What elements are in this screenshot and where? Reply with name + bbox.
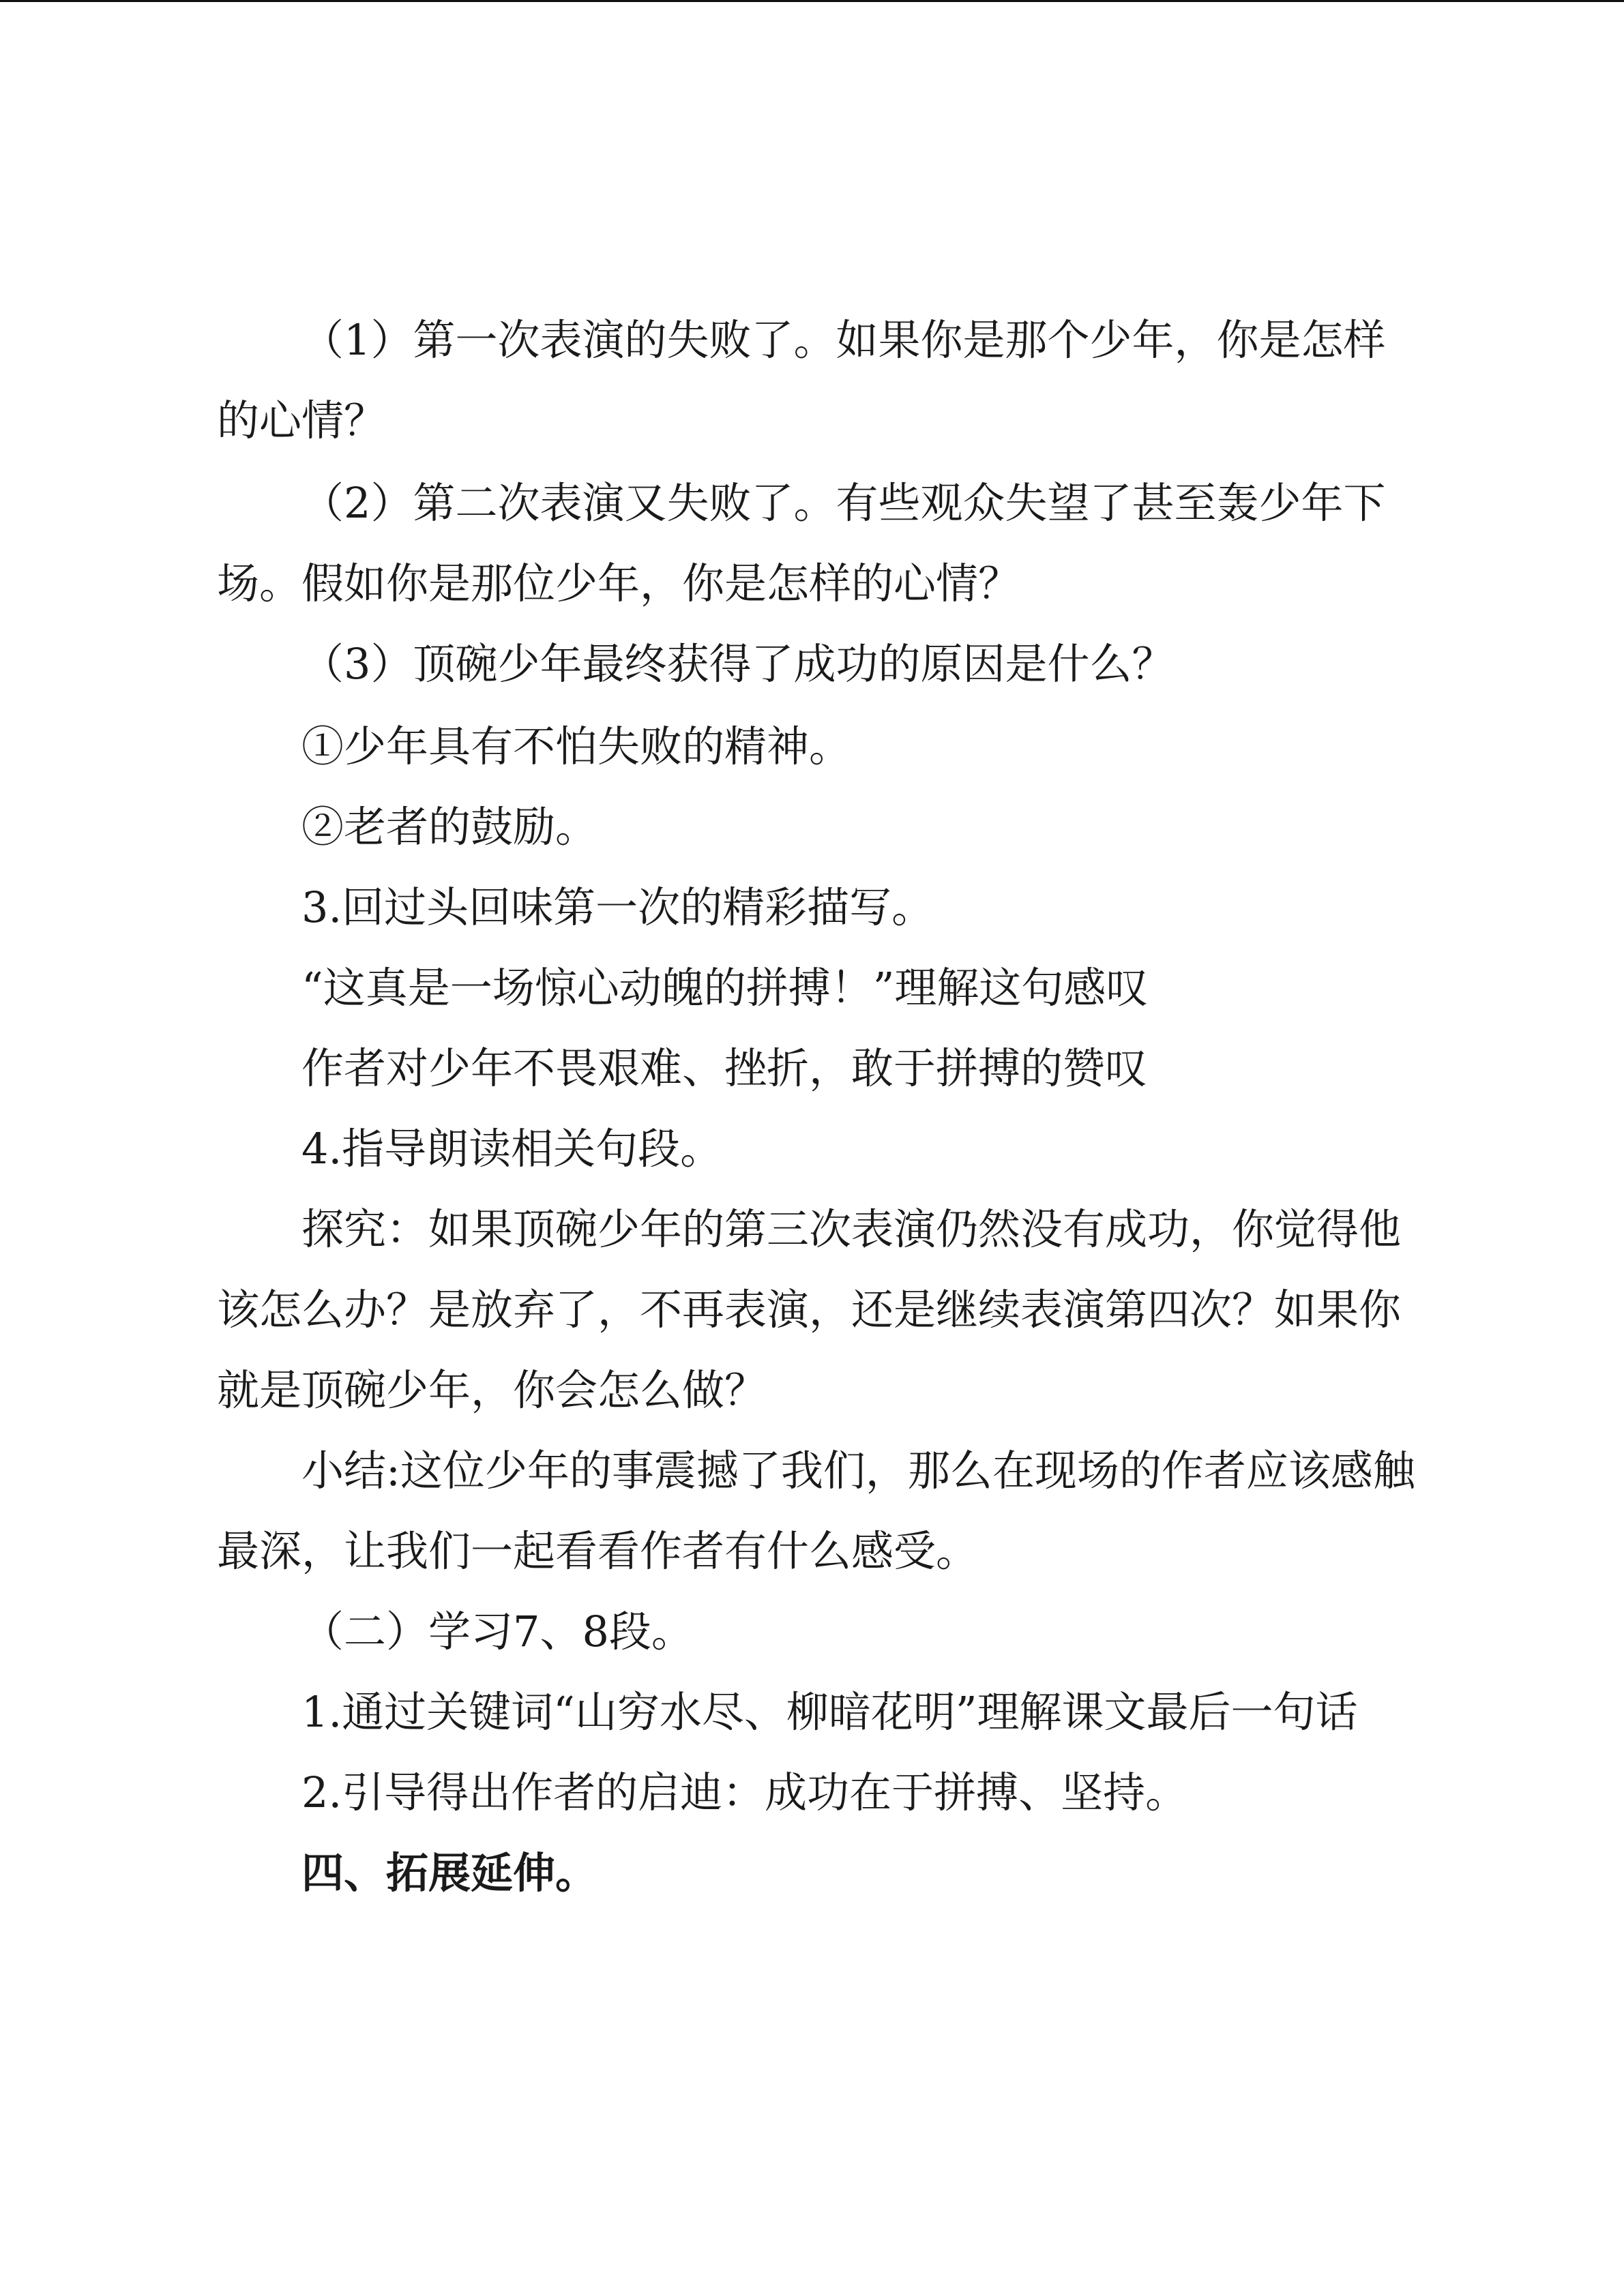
question-3-paragraph: （3）顶碗少年最终获得了成功的原因是什么？ <box>301 639 1175 689</box>
document-page <box>217 300 1419 1913</box>
summary-paragraph: 小结:这位少年的事震撼了我们，那么在现场的作者应该感触最深，让我们一起看看作者有什么感受。 <box>217 1446 1415 1576</box>
section-4-heading: 四、拓展延伸。 <box>301 1848 598 1898</box>
question-1-paragraph: （1）第一次表演的失败了。如果你是那个少年，你是怎样的心情？ <box>217 315 1386 445</box>
page-top-border <box>0 0 1624 2</box>
step-3-paragraph: 3.回过头回味第一次的精彩描写。 <box>301 882 934 932</box>
section-2-point-2: 2.引导得出作者的启迪：成功在于拼搏、坚持。 <box>301 1768 1188 1817</box>
section-2-point-1: 1.通过关键词“山穷水尽、柳暗花明”理解课文最后一句话 <box>301 1687 1358 1737</box>
question-2-paragraph: （2）第二次表演又失败了。有些观众失望了甚至轰少年下场。假如你是那位少年，你是怎样的心情？ <box>217 478 1386 608</box>
exploration-paragraph: 探究：如果顶碗少年的第三次表演仍然没有成功，你觉得他该怎么办？是放弃了，不再表演，还是继续表演第四次？如果你就是顶碗少年，你会怎么做？ <box>217 1204 1402 1415</box>
quote-paragraph: “这真是一场惊心动魄的拼搏！”理解这句感叹 <box>301 963 1149 1013</box>
section-2-heading: （二）学习7、8段。 <box>301 1607 694 1656</box>
quote-explanation-paragraph: 作者对少年不畏艰难、挫折，敢于拼搏的赞叹 <box>301 1043 1148 1093</box>
answer-item-1: ①少年具有不怕失败的精神。 <box>301 721 852 771</box>
answer-item-2: ②老者的鼓励。 <box>301 802 598 852</box>
step-4-paragraph: 4.指导朗读相关句段。 <box>301 1124 723 1174</box>
